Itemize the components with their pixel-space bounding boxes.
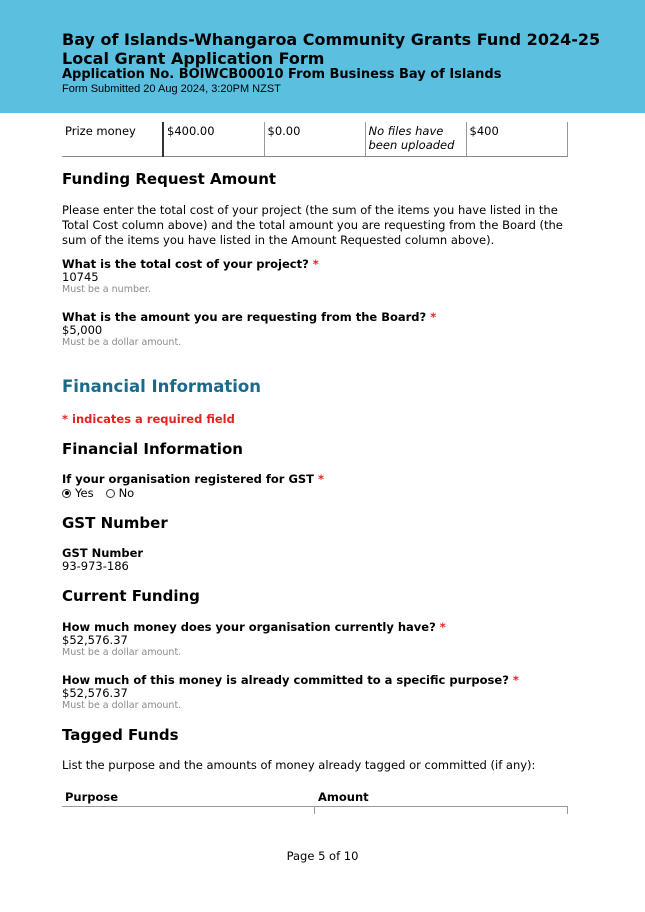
amount-requested-help: Must be a dollar amount.	[62, 337, 182, 348]
required-asterisk: *	[430, 310, 437, 324]
committed-money-answer: $52,576.37	[62, 686, 128, 700]
item-files: No files have been uploaded	[365, 122, 466, 156]
page-number: Page 5 of 10	[286, 849, 359, 863]
financial-section-title: Financial Information	[62, 377, 262, 396]
budget-items-table	[62, 122, 568, 157]
form-title: Bay of Islands-Whangaroa Community Grants Fund 2024-25 Local Grant Application Form	[62, 30, 601, 68]
funding-request-heading: Funding Request Amount	[62, 170, 277, 188]
required-asterisk: *	[439, 620, 446, 634]
amount-column-header: Amount	[318, 790, 369, 804]
gst-yes-label: Yes	[75, 486, 94, 500]
gst-question: If your organisation registered for GST *	[62, 472, 325, 486]
financial-subheading: Financial Information	[62, 440, 243, 458]
item-amount-requested: $400	[466, 122, 568, 156]
total-cost-help: Must be a number.	[62, 284, 151, 295]
required-asterisk: *	[512, 673, 519, 687]
purpose-column-header: Purpose	[65, 790, 119, 804]
gst-no-label: No	[118, 486, 135, 500]
total-cost-answer: 10745	[62, 270, 99, 284]
item-total-cost: $400.00	[163, 122, 264, 156]
current-money-question: How much money does your organisation currently have? *	[62, 620, 446, 634]
application-number: Application No. BOIWCB00010 From Business Bay of Islands	[62, 67, 502, 82]
tagged-funds-heading: Tagged Funds	[62, 726, 179, 744]
gst-number-value: 93-973-186	[62, 559, 129, 573]
table-divider	[314, 807, 315, 814]
committed-money-help: Must be a dollar amount.	[62, 700, 182, 711]
item-description: Prize money	[62, 122, 163, 156]
item-other-funding: $0.00	[264, 122, 365, 156]
gst-radio-group	[62, 486, 134, 500]
submission-timestamp: Form Submitted 20 Aug 2024, 3:20PM NZST	[62, 83, 281, 95]
required-asterisk: *	[312, 257, 319, 271]
page-header	[0, 0, 645, 113]
gst-no-radio[interactable]	[106, 489, 115, 498]
current-money-help: Must be a dollar amount.	[62, 647, 182, 658]
amount-requested-question: What is the amount you are requesting from the Board? *	[62, 310, 437, 324]
gst-yes-radio[interactable]	[62, 489, 71, 498]
table-divider	[567, 807, 568, 814]
current-money-answer: $52,576.37	[62, 633, 128, 647]
funding-request-intro: Please enter the total cost of your project (the sum of the items you have listed in the Total Cost column above) and the total amount you are requesting from the Board (the sum of the items you have listed in the Amount Requested column above).	[62, 203, 563, 247]
amount-requested-answer: $5,000	[62, 323, 103, 337]
current-funding-heading: Current Funding	[62, 587, 200, 605]
total-cost-question: What is the total cost of your project? *	[62, 257, 319, 271]
table-row	[62, 122, 568, 156]
committed-money-question: How much of this money is already committed to a specific purpose? *	[62, 673, 519, 687]
required-asterisk: *	[318, 472, 325, 486]
gst-number-label: GST Number	[62, 546, 144, 560]
gst-number-heading: GST Number	[62, 514, 168, 532]
tagged-funds-table-header	[62, 789, 568, 807]
required-field-note: * indicates a required field	[62, 412, 235, 426]
tagged-funds-intro: List the purpose and the amounts of money already tagged or committed (if any):	[62, 758, 536, 772]
